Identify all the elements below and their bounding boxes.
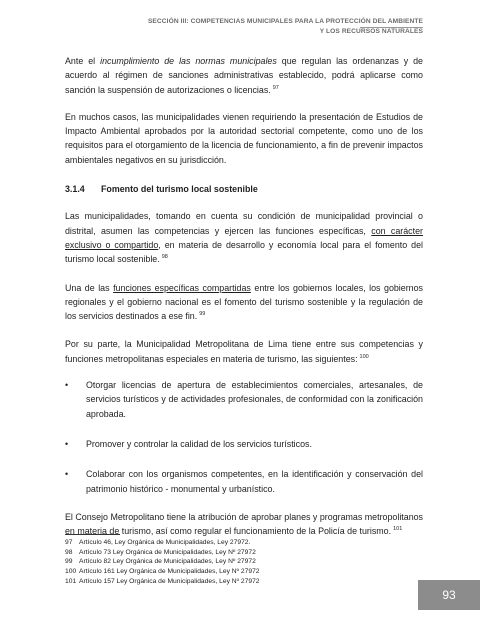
section-title: Fomento del turismo local sostenible (101, 184, 258, 195)
footnote: 98 Artículo 73 Ley Orgánica de Municipalidades, Ley Nº 27972 (65, 548, 256, 556)
header-rule (360, 27, 423, 28)
underlined-text: funciones específicas compartidas (113, 282, 251, 293)
footnote: 100 Artículo 161 Ley Orgánica de Municipalidades, Ley Nº 27972 (65, 568, 260, 576)
footnote: 97 Artículo 46, Ley Orgánica de Municipalidades, Ley 27972. (65, 539, 251, 546)
paragraph-shared-functions: Una de las funciones específicas compartidas entre los gobiernos locales, los gobiernos regionales y el gobierno nacional es el fomento del turismo sostenible y la regulación de los servicios destinados a ese fin. $^{99}$ (65, 282, 423, 322)
footnote: 99 Artículo 82 Ley Orgánica de Municipalidades, Ley Nº 27972 (65, 558, 256, 566)
page-body (65, 54, 423, 538)
list-item: • Colaborar con los organismos competentes, en la identificación y conservación del patrimonio histórico - monumental y urbanístico. (65, 469, 423, 494)
paragraph-impact-studies: En muchos casos, las municipalidades vienen requiriendo la presentación de Estudios de Impacto Ambiental aprobados por la autoridad sectorial competente, como uno de los requisitos para el otorgamiento de la licencia de funcionamiento, a fin de prevenir impactos ambientales negativos en su jurisdicción. (65, 111, 423, 165)
list-item: • Promover y controlar la calidad de los servicios turísticos. (65, 437, 423, 451)
paragraph-lima: Por su parte, la Municipalidad Metropolitana de Lima tiene entre sus competencias y funciones metropolitanas especiales en materia de turismo, las siguientes: $^{100}$ (65, 339, 423, 364)
bullet-list (65, 378, 423, 496)
footnote-ref[interactable]: 99 (199, 311, 206, 318)
paragraph-competences: Las municipalidades, tomando en cuenta su condición de municipalidad provincial o distrital, asumen las competencias y ejercen las funciones específicas, con carácter exclusivo o compartido, en materia de desarrollo y economía local para el fomento del turismo local sostenible. $^{98}$ (65, 211, 423, 265)
emphasis-text: incumplimiento de las normas municipales (100, 56, 277, 66)
page-number: 93 (418, 580, 480, 610)
paragraph-council: El Consejo Metropolitano tiene la atribución de aprobar planes y programas metropolitanos en materia de turismo, así como regular el funcionamiento de la Policía de turismo. $^{101}$ (65, 511, 423, 537)
paragraph-sanctions: Ante el incumplimiento de las normas municipales que regulan las ordenanzas y de acuerdo al régimen de sanciones administrativas establecido, podrá aplicarse como sanción la suspensión de autorizaciones o licencias. $^{97}$ (65, 56, 423, 95)
section-heading (65, 182, 423, 196)
section-number: 3.1.4 (65, 184, 85, 195)
bullet-icon: • (65, 438, 69, 449)
footnote: 101 Artículo 157 Ley Orgánica de Municipalidades, Ley Nº 27972 (65, 577, 260, 585)
footnote-rule (65, 534, 120, 535)
header-line-1: SECCIÓN III: COMPETENCIAS MUNICIPALES PARA LA PROTECCIÓN DEL AMBIENTE (147, 18, 423, 25)
footnote-ref[interactable]: 98 (161, 254, 168, 261)
bullet-icon: • (65, 469, 69, 480)
header-line-2: Y LOS RECURSOS NATURALES (319, 28, 423, 35)
underlined-text: con carácter exclusivo o compartido (65, 225, 423, 250)
footnote-ref[interactable]: 97 (272, 84, 279, 91)
footnote-ref[interactable]: 101 (393, 526, 403, 533)
list-item: • Otorgar licencias de apertura de establecimientos comerciales, artesanales, de servicios turísticos y de actividades profesionales, de conformidad con la zonificación aprobada. (65, 380, 423, 419)
bullet-icon: • (65, 380, 69, 391)
footnotes (65, 538, 260, 587)
footnote-ref[interactable]: 100 (359, 353, 369, 360)
